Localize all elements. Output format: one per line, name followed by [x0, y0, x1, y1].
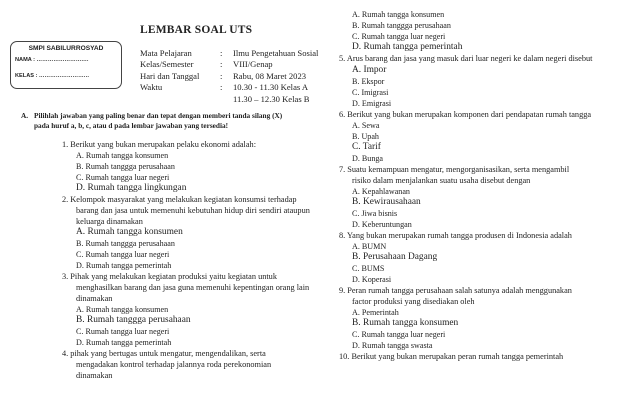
info-label-date: Hari dan Tanggal	[140, 71, 200, 81]
question-text: factor produksi yang disediakan oleh	[352, 297, 475, 306]
answer-option[interactable]: A. Rumah tangga konsumen	[76, 305, 169, 314]
question-text: 1. Berikut yang bukan merupakan pelaku ekonomi adalah:	[62, 140, 256, 149]
answer-option[interactable]: D. Bunga	[352, 154, 384, 163]
answer-option[interactable]: A. Kepahlawanan	[352, 187, 410, 196]
question-text: 7. Suatu kemampuan mengatur, mengorganisasikan, serta mengambil	[339, 165, 570, 174]
question-text: barang dan jasa untuk memenuhi kebutuhan hidup diri sendiri ataupun	[76, 206, 310, 215]
question-text: mengadakan kontrol terhadap jalannya roda perekonomian	[76, 360, 272, 369]
answer-option[interactable]: D. Koperasi	[352, 275, 392, 284]
info-sep-time: :	[220, 82, 223, 92]
answer-option[interactable]: C. BUMS	[352, 264, 385, 273]
question-text: risiko dalam menjalankan suatu usaha disebut dengan	[352, 176, 531, 185]
info-value-time: 10.30 - 11.30 Kelas A	[233, 82, 309, 92]
info-sep-class: :	[220, 59, 223, 69]
answer-option[interactable]: A. BUMN	[352, 242, 387, 251]
answer-option[interactable]: D. Rumah tangga pemerintah	[352, 42, 463, 52]
answer-option[interactable]: B. Rumah tanggga perusahaan	[76, 315, 191, 325]
school-identity-box	[10, 41, 122, 89]
question-text: 9. Peran rumah tangga perusahaan salah satunya adalah menggunakan	[339, 286, 572, 295]
school-name: SMPI SABILURROSYAD	[28, 45, 104, 52]
answer-option[interactable]: B. Rumah tanggga perusahaan	[352, 21, 451, 30]
answer-option[interactable]: C. Tarif	[352, 142, 381, 152]
question-text: 10. Berikut yang bukan merupakan peran rumah tangga pemerintah	[339, 352, 564, 361]
answer-option[interactable]: A. Pemerintah	[352, 308, 399, 317]
answer-option[interactable]: C. Rumah tangga luar negeri	[76, 173, 170, 182]
nama-field[interactable]: NAMA : ……………………….	[15, 57, 89, 63]
question-text: 6. Berikut yang bukan merupakan komponen dari pendapatan rumah tangga	[339, 110, 592, 119]
answer-option[interactable]: D. Keberuntungan	[352, 220, 412, 229]
answer-option[interactable]: C. Rumah tangga luar negeri	[352, 32, 446, 41]
page-title: LEMBAR SOAL UTS	[140, 24, 253, 36]
answer-option[interactable]: B. Ekspor	[352, 77, 385, 86]
question-text: 3. Pihak yang melakukan kegiatan produksi yaitu kegiatan untuk	[62, 272, 277, 281]
answer-option[interactable]: B. Upah	[352, 132, 379, 141]
answer-option[interactable]: D. Rumah tangga lingkungan	[76, 183, 187, 193]
answer-option[interactable]: C. Rumah tangga luar negeri	[76, 327, 170, 336]
answer-option[interactable]: C. Rumah tangga luar negeri	[76, 250, 170, 259]
kelas-field[interactable]: KELAS : ………………………	[15, 73, 90, 79]
question-text: 8. Yang bukan merupakan rumah tangga produsen di Indonesia adalah	[339, 231, 572, 240]
info-label-time: Waktu	[140, 82, 163, 92]
question-text: keluarga dinamakan	[76, 217, 143, 226]
answer-option[interactable]: D. Rumah tangga swasta	[352, 341, 433, 350]
instruction-line-2: pada huruf a, b, c, atau d pada lembar jawaban yang tersedia!	[34, 121, 229, 130]
answer-option[interactable]: C. Jiwa bisnis	[352, 209, 398, 218]
question-text: 2. Kelompok masyarakat yang melakukan kegiatan konsumsi terhadap	[62, 195, 297, 204]
answer-option[interactable]: A. Rumah tangga konsumen	[352, 10, 445, 19]
answer-option[interactable]: B. Rumah tanggga perusahaan	[76, 162, 175, 171]
instruction-letter: A.	[21, 111, 29, 120]
answer-option[interactable]: C. Rumah tangga luar negeri	[352, 330, 446, 339]
answer-option[interactable]: D. Emigrasi	[352, 99, 392, 108]
question-text: menghasilkan barang dan jasa guna memenuhi kepentingan orang lain	[76, 283, 310, 292]
info-value-time-extra: 11.30 – 12.30 Kelas B	[233, 94, 310, 104]
info-sep-subject: :	[220, 48, 223, 58]
info-value-date: Rabu, 08 Maret 2023	[233, 71, 307, 81]
info-value-class: VIII/Genap	[233, 59, 273, 69]
answer-option[interactable]: A. Rumah tangga konsumen	[76, 151, 169, 160]
info-label-class: Kelas/Semester	[140, 59, 194, 69]
answer-option[interactable]: D. Rumah tangga pemerintah	[76, 338, 172, 347]
question-text: dinamakan	[76, 294, 113, 303]
answer-option[interactable]: C. Imigrasi	[352, 88, 389, 97]
question-text: 5. Arus barang dan jasa yang masuk dari luar negeri ke dalam negeri disebut	[339, 54, 593, 63]
question-text: 4. pihak yang bertugas untuk mengatur, mengendalikan, serta	[62, 349, 266, 358]
answer-option[interactable]: A. Rumah tangga konsumen	[76, 227, 183, 237]
info-value-subject: Ilmu Pengetahuan Sosial	[233, 48, 319, 58]
question-text: dinamakan	[76, 371, 113, 380]
answer-option[interactable]: A. Impor	[352, 65, 387, 75]
answer-option[interactable]: A. Sewa	[352, 121, 380, 130]
instruction-line-1: Pilihlah jawaban yang paling benar dan tepat dengan memberi tanda silang (X)	[34, 111, 283, 120]
info-sep-date: :	[220, 71, 223, 81]
answer-option[interactable]: D. Rumah tangga pemerintah	[76, 261, 172, 270]
answer-option[interactable]: B. Perusahaan Dagang	[352, 252, 438, 262]
answer-option[interactable]: B. Kewirausahaan	[352, 197, 421, 207]
answer-option[interactable]: B. Rumah tanggga perusahaan	[76, 239, 175, 248]
answer-option[interactable]: B. Rumah tangga konsumen	[352, 318, 459, 328]
info-label-subject: Mata Pelajaran	[140, 48, 192, 58]
